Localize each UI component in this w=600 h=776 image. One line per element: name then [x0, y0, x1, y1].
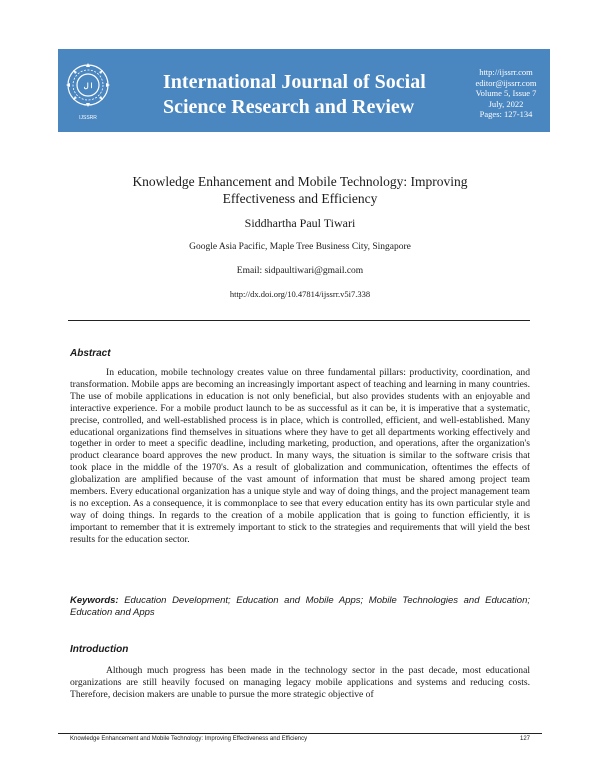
author-affiliation: Google Asia Pacific, Maple Tree Business City, Singapore — [189, 242, 411, 252]
abstract-heading: Abstract — [70, 348, 111, 359]
keywords-label: Keywords: — [70, 595, 119, 606]
author-email[interactable]: Email: sidpaultiwari@gmail.com — [236, 266, 364, 276]
footer-page-number: 127 — [519, 736, 530, 742]
article-doi-link[interactable]: http://dx.doi.org/10.47814/ijssrr.v5i7.338 — [229, 289, 371, 299]
journal-pages: Pages: 127-134 — [479, 109, 533, 119]
journal-meta — [466, 67, 546, 120]
journal-volume-issue: Volume 5, Issue 7 — [475, 88, 537, 98]
journal-email-link[interactable]: editor@ijssrr.com — [475, 77, 537, 88]
divider-footer — [58, 733, 542, 734]
footer-running-title: Knowledge Enhancement and Mobile Technology: Improving Effectiveness and Efficiency — [70, 736, 308, 742]
introduction-text: Although much progress has been made in the technology sector in the past decade, most educational organizations are still heavily focused on managing legacy mobile applications and systems and reducing costs. Therefore, decision makers are unable to pursue the more strategic objective of — [70, 665, 530, 701]
divider-top — [68, 320, 530, 321]
keywords — [70, 595, 530, 619]
journal-website-link[interactable]: http://ijssrr.com — [479, 67, 533, 77]
svg-text:ا ل: ا ل — [83, 82, 93, 90]
keywords-text: Education Development; Education and Mobile Apps; Mobile Technologies and Education; Education and Apps — [70, 595, 530, 618]
journal-date: July, 2022 — [488, 98, 524, 109]
article-author: Siddhartha Paul Tiwari — [244, 216, 356, 230]
journal-logo-icon — [63, 55, 113, 125]
introduction-heading: Introduction — [70, 644, 129, 655]
article-title: Knowledge Enhancement and Mobile Technology: Improving Effectiveness and Efficiency — [132, 174, 468, 206]
logo-text: IJSSRR — [79, 115, 97, 121]
abstract-text: In education, mobile technology creates value on three fundamental pillars: productivity, coordination, and transformation. Mobile apps are becoming an increasingly important aspect of teaching and learning in many countries. The use of mobile applications in education is not only beneficial, but also provides students with an enjoyable and interactive experience. For a mobile product launch to be as successful as it can be, it is imperative that a systematic, precise, controlled, and well-established process is in place, which is controlled, efficient, and well-established. Many educational organizations find themselves in situations where they have to get all departments working effectively and together in order to meet a specific deadline, including marketing, production, and operations, after the organization's product clearance board approves the new product. In many ways, the situation is similar to the software crisis that took place in the middle of the 1970's. As a result of globalization and communication, oftentimes the effects of globalization are amplified because of the vast amount of information that must be shared among project team members. Every educational organization has a unique style and way of doing things, and the project management team is no exception. As a consequence, it is commonplace to see that every education entity has its own particular style and way of doing things. In regards to the creation of a mobile application that is going to function efficiently, it is important to remember that it is extremely important to stick to the strategies and requirements that will yield the best results for the education sector. — [70, 367, 530, 545]
journal-title: International Journal of Social Science Research and Review — [163, 71, 426, 118]
